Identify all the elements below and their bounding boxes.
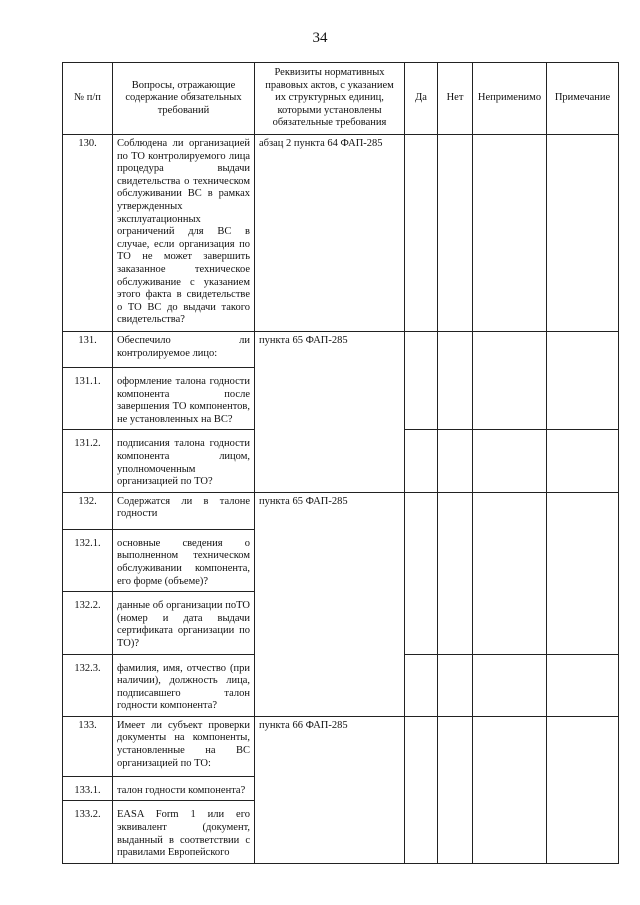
row-question: талон годности компонента? bbox=[113, 776, 255, 801]
na-cell[interactable] bbox=[473, 654, 547, 716]
row-question: основные сведения о выполненном техническом обслуживании компонента, его форме (объеме)? bbox=[113, 529, 255, 591]
row-number: 131.1. bbox=[63, 368, 113, 430]
note-cell[interactable] bbox=[547, 716, 619, 863]
yes-cell[interactable] bbox=[405, 492, 438, 654]
yes-cell[interactable] bbox=[405, 135, 438, 332]
row-number: 132. bbox=[63, 492, 113, 529]
row-question: Соблюдена ли организацией по ТО контролируемого лица процедура выдачи свидетельства о техническом обслуживании ВС в рамках утвержденных эксплуатационных ограничений для ВС в случае, если организация по ТО не может завершить заказанное техническое обслуживание с указанием этого факта в свидетельстве о ТО ВС до выдачи такого свидетельства? bbox=[113, 135, 255, 332]
row-requisites: пункта 65 ФАП-285 bbox=[255, 332, 405, 493]
row-question: данные об организации поТО (номер и дата выдачи сертификата организации по ТО)? bbox=[113, 592, 255, 654]
row-requisites: пункта 65 ФАП-285 bbox=[255, 492, 405, 716]
note-cell[interactable] bbox=[547, 492, 619, 654]
table-row bbox=[63, 332, 619, 368]
row-number: 133.1. bbox=[63, 776, 113, 801]
table-row bbox=[63, 135, 619, 332]
requirements-table bbox=[62, 62, 619, 864]
na-cell[interactable] bbox=[473, 135, 547, 332]
note-cell[interactable] bbox=[547, 135, 619, 332]
row-question: Имеет ли субъект проверки документы на компоненты, установленные на ВС организацией по ТО: bbox=[113, 716, 255, 776]
row-question: подписания талона годности компонента лицом, уполномоченным организацией по ТО? bbox=[113, 430, 255, 492]
header-num: № п/п bbox=[63, 63, 113, 135]
na-cell[interactable] bbox=[473, 332, 547, 430]
yes-cell[interactable] bbox=[405, 716, 438, 863]
no-cell[interactable] bbox=[438, 716, 473, 863]
row-number: 130. bbox=[63, 135, 113, 332]
no-cell[interactable] bbox=[438, 332, 473, 430]
page-number: 34 bbox=[312, 30, 328, 46]
header-na: Неприменимо bbox=[473, 63, 547, 135]
header-question: Вопросы, отражающие содержание обязательных требований bbox=[113, 63, 255, 135]
row-number: 131. bbox=[63, 332, 113, 368]
header-yes: Да bbox=[405, 63, 438, 135]
table-row bbox=[63, 716, 619, 776]
table-header-row bbox=[63, 63, 619, 135]
row-requisites: абзац 2 пункта 64 ФАП-285 bbox=[255, 135, 405, 332]
row-requisites: пункта 66 ФАП-285 bbox=[255, 716, 405, 863]
na-cell[interactable] bbox=[473, 492, 547, 654]
yes-cell[interactable] bbox=[405, 332, 438, 430]
na-cell[interactable] bbox=[473, 716, 547, 863]
row-question: Обеспечило ли контролируемое лицо: bbox=[113, 332, 255, 368]
row-question: EASA Form 1 или его эквивалент (документ, выданный в соответствии с правилами Европейского bbox=[113, 801, 255, 863]
no-cell[interactable] bbox=[438, 430, 473, 492]
note-cell[interactable] bbox=[547, 654, 619, 716]
yes-cell[interactable] bbox=[405, 654, 438, 716]
row-number: 133. bbox=[63, 716, 113, 776]
no-cell[interactable] bbox=[438, 654, 473, 716]
row-question: Содержатся ли в талоне годности bbox=[113, 492, 255, 529]
note-cell[interactable] bbox=[547, 332, 619, 430]
row-number: 133.2. bbox=[63, 801, 113, 863]
row-number: 131.2. bbox=[63, 430, 113, 492]
note-cell[interactable] bbox=[547, 430, 619, 492]
table-row bbox=[63, 492, 619, 529]
header-note: Примечание bbox=[547, 63, 619, 135]
no-cell[interactable] bbox=[438, 135, 473, 332]
row-question: фамилия, имя, отчество (при наличии), должность лица, подписавшего талон годности компонента? bbox=[113, 654, 255, 716]
row-question: оформление талона годности компонента после завершения ТО компонентов, не установленных на ВС? bbox=[113, 368, 255, 430]
row-number: 132.1. bbox=[63, 529, 113, 591]
header-requisites: Реквизиты нормативных правовых актов, с указанием их структурных единиц, которыми установлены обязательные требования bbox=[255, 63, 405, 135]
yes-cell[interactable] bbox=[405, 430, 438, 492]
na-cell[interactable] bbox=[473, 430, 547, 492]
header-no: Нет bbox=[438, 63, 473, 135]
row-number: 132.3. bbox=[63, 654, 113, 716]
no-cell[interactable] bbox=[438, 492, 473, 654]
row-number: 132.2. bbox=[63, 592, 113, 654]
